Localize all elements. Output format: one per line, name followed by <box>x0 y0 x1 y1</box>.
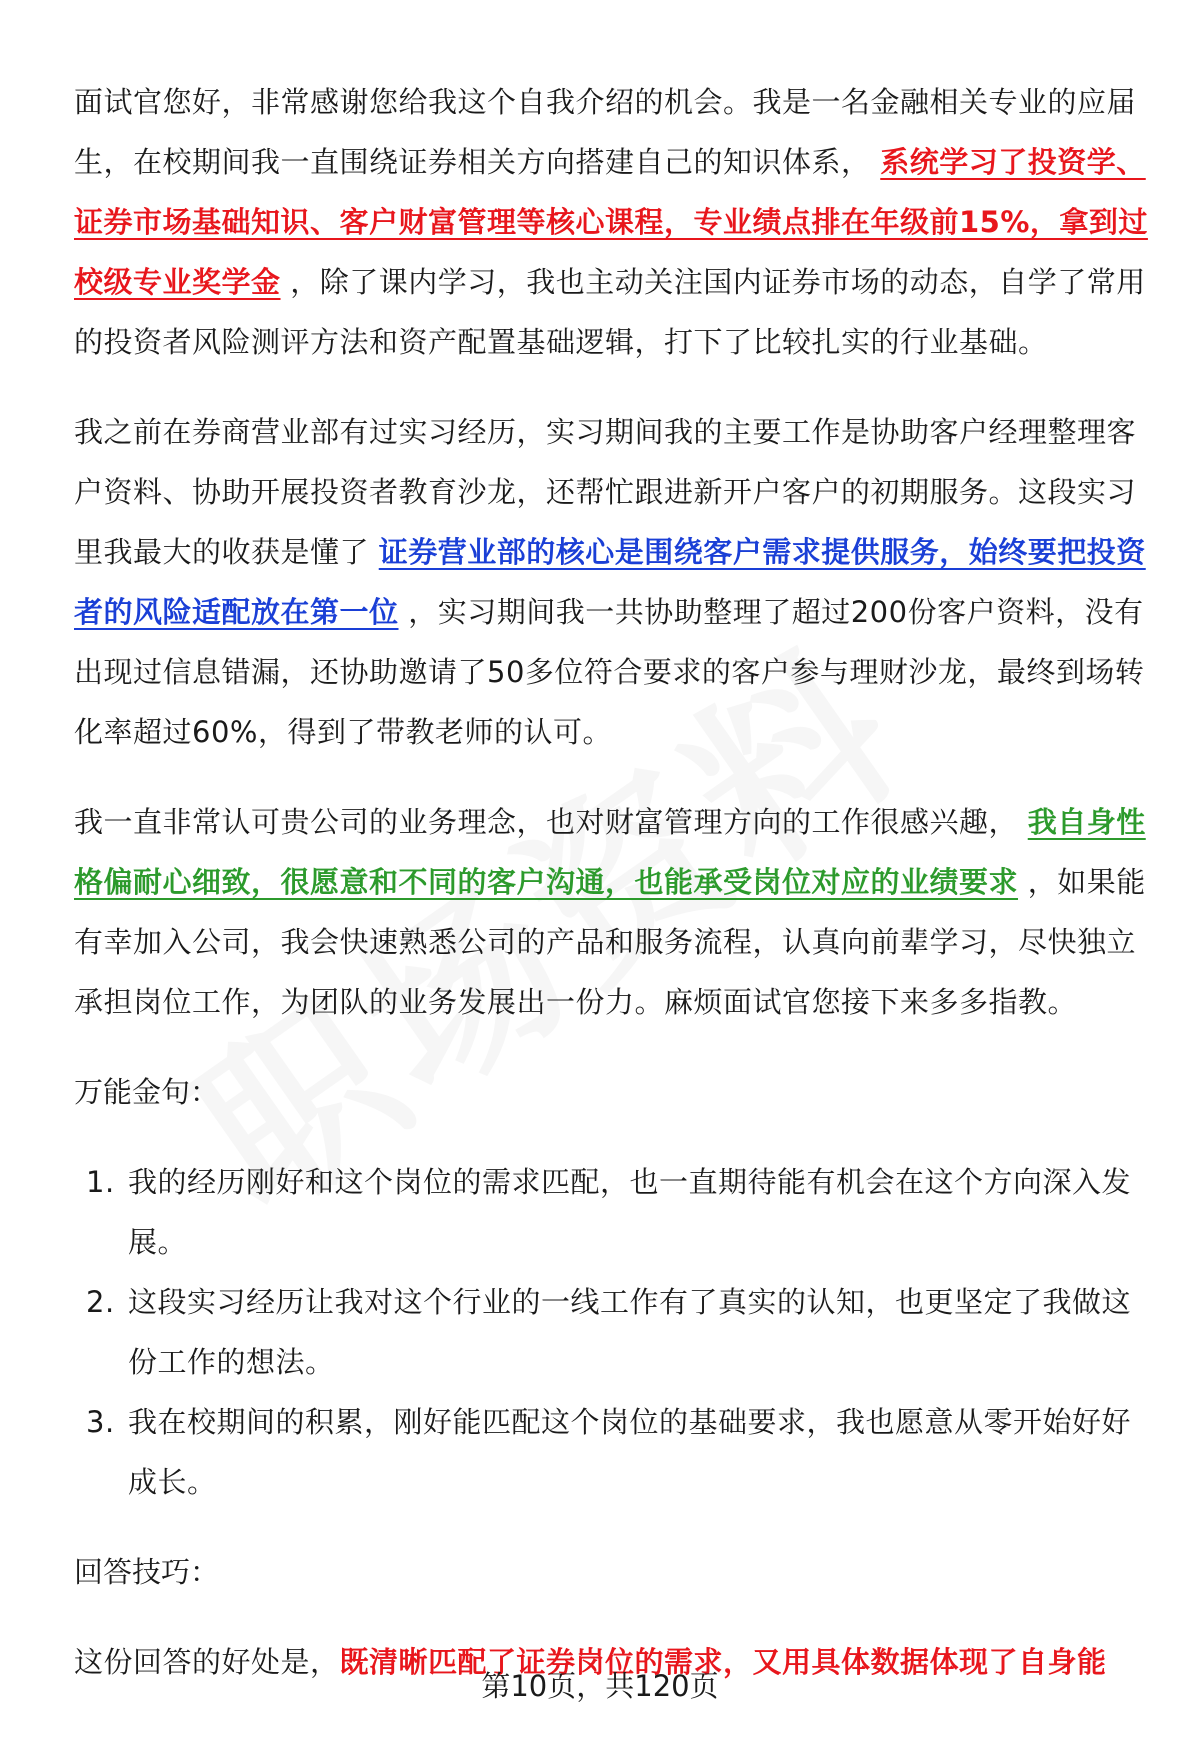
intro-paragraph <box>74 72 1154 372</box>
motivation-text-cont: ，如果能有幸加入公司，我会快速熟悉公司的产品和服务流程，认真向前辈学习，尽快独立承担岗位工作，为团队的业务发展出一份力。麻烦面试官您接下来多多指教。 <box>74 865 1146 1019</box>
motivation-text: 我一直非常认可贵公司的业务理念，也对财富管理方向的工作很感兴趣， <box>74 805 1019 839</box>
internship-paragraph <box>74 402 1154 762</box>
document-page <box>74 72 1154 1692</box>
list-item <box>74 1152 1154 1272</box>
intro-highlight: 系统学习了投资学、证券市场基础知识、客户财富管理等核心课程，专业绩点排在年级前15%，拿到过校级专业奖学金 <box>74 145 1148 299</box>
golden-sentences-list <box>74 1152 1154 1512</box>
list-item-text: 我的经历刚好和这个岗位的需求匹配，也一直期待能有机会在这个方向深入发展。 <box>128 1165 1132 1259</box>
list-item-number: 2. <box>86 1285 115 1319</box>
motivation-paragraph <box>74 792 1154 1032</box>
list-item-text: 这段实习经历让我对这个行业的一线工作有了真实的认知，也更坚定了我做这份工作的想法。 <box>128 1285 1132 1379</box>
list-item <box>74 1272 1154 1392</box>
list-item <box>74 1392 1154 1512</box>
internship-text-cont: ，实习期间我一共协助整理了超过200份客户资料，没有出现过信息错漏，还协助邀请了50多位符合要求的客户参与理财沙龙，最终到场转化率超过60%，得到了带教老师的认可。 <box>74 595 1145 749</box>
answer-tips-label: 回答技巧： <box>74 1555 220 1589</box>
internship-highlight: 证券营业部的核心是围绕客户需求提供服务，始终要把投资者的风险适配放在第一位 <box>74 535 1146 629</box>
tips-highlight: 既清晰匹配了证券岗位的需求，又用具体数据体现了自身能 <box>339 1645 1107 1679</box>
internship-text: 我之前在券商营业部有过实习经历，实习期间我的主要工作是协助客户经理整理客户资料、协助开展投资者教育沙龙，还帮忙跟进新开户客户的初期服务。这段实习里我最大的收获是懂了 <box>74 415 1137 569</box>
list-item-number: 3. <box>86 1405 115 1439</box>
list-item-text: 我在校期间的积累，刚好能匹配这个岗位的基础要求，我也愿意从零开始好好成长。 <box>128 1405 1132 1499</box>
golden-sentences-label: 万能金句： <box>74 1075 220 1109</box>
list-item-number: 1. <box>86 1165 115 1199</box>
page-footer: 第10页，共120页 <box>481 1669 719 1703</box>
intro-text-cont: ，除了课内学习，我也主动关注国内证券市场的动态，自学了常用的投资者风险测评方法和资产配置基础逻辑，打下了比较扎实的行业基础。 <box>74 265 1146 359</box>
motivation-highlight: 我自身性格偏耐心细致，很愿意和不同的客户沟通，也能承受岗位对应的业绩要求 <box>74 805 1146 899</box>
intro-text: 面试官您好，非常感谢您给我这个自我介绍的机会。我是一名金融相关专业的应届生，在校期间我一直围绕证券相关方向搭建自己的知识体系， <box>74 85 1137 179</box>
tips-text: 这份回答的好处是， <box>74 1645 340 1679</box>
